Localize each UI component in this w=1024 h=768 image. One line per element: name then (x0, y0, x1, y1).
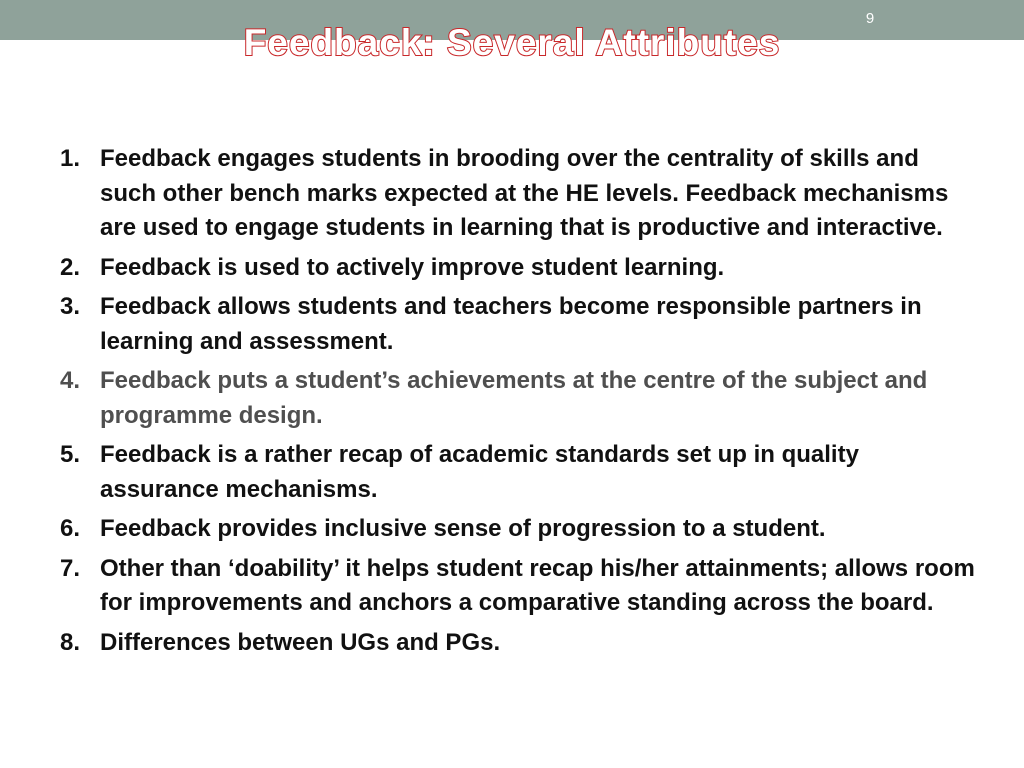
item-text: Feedback provides inclusive sense of progression to a student. (100, 515, 826, 542)
item-number: 1. (60, 145, 81, 172)
item-text: Feedback allows students and teachers become responsible partners in learning and assessment. (100, 293, 922, 355)
list-item (60, 290, 980, 359)
item-text: Feedback puts a student’s achievements at the centre of the subject and programme design. (100, 367, 928, 429)
list-item (60, 626, 980, 661)
item-text: Differences between UGs and PGs. (100, 628, 501, 656)
item-text: Feedback engages students in brooding over the centrality of skills and such other bench marks expected at the HE levels. Feedback mechanisms are used to engage students in learning that is productive and interactive. (100, 145, 949, 241)
slide-title: Feedback: Several Attributes (243, 22, 781, 63)
list-item (60, 512, 980, 547)
item-number: 4. (60, 367, 81, 394)
list-item (60, 552, 980, 621)
item-text: Feedback is used to actively improve student learning. (100, 253, 725, 281)
item-number: 7. (60, 554, 81, 582)
page-number: 9 (865, 10, 875, 27)
item-text: Other than ‘doability’ it helps student recap his/her attainments; allows room for improvements and anchors a comparative standing across the board. (100, 554, 975, 616)
item-text: Feedback is a rather recap of academic standards set up in quality assurance mechanisms. (100, 441, 859, 503)
list-item (60, 251, 980, 286)
list-item (60, 142, 980, 246)
list-item (60, 364, 980, 433)
item-number: 6. (60, 515, 81, 542)
attributes-list (60, 142, 980, 665)
item-number: 2. (60, 253, 81, 281)
list-item (60, 438, 980, 507)
item-number: 3. (60, 293, 81, 320)
item-number: 5. (60, 441, 81, 468)
item-number: 8. (60, 628, 81, 656)
